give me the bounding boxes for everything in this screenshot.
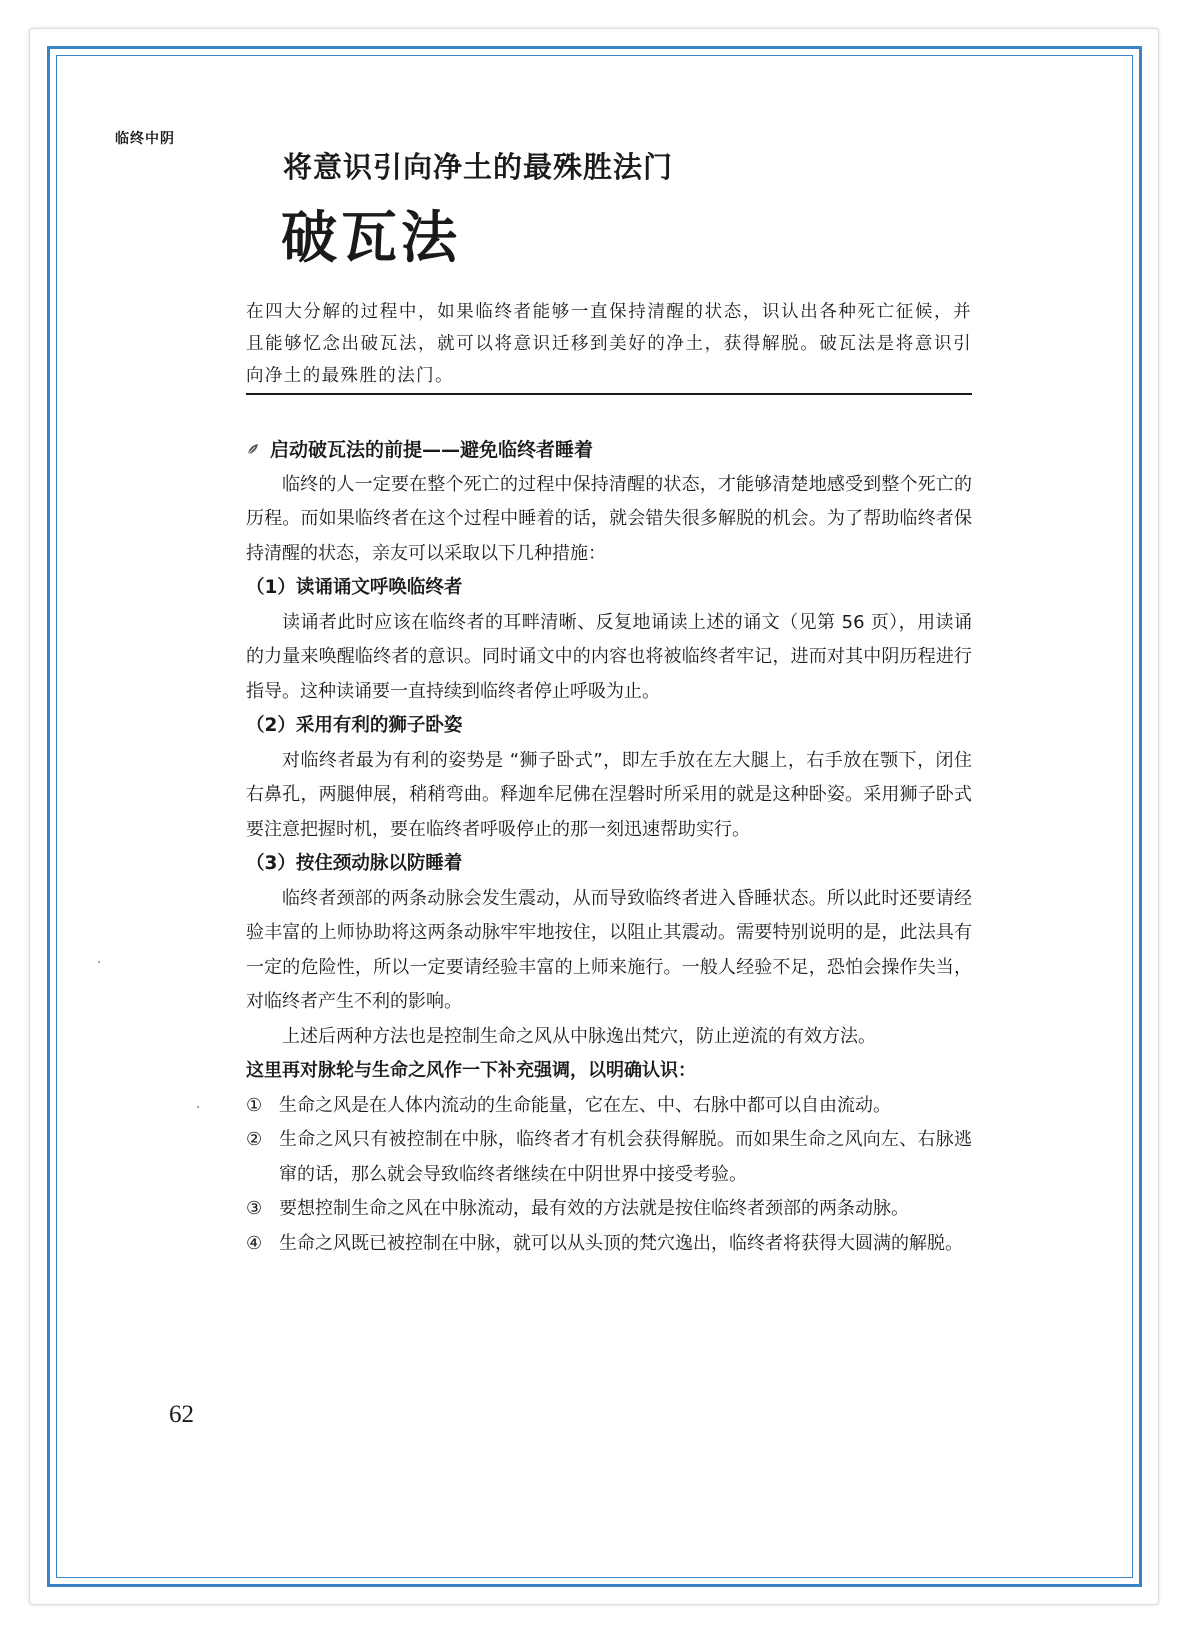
point-marker: ③ xyxy=(246,1198,263,1219)
point-text: 要想控制生命之风在中脉流动，最有效的方法就是按住临终者颈部的两条动脉。 xyxy=(279,1198,909,1219)
measure-1-text: 读诵者此时应该在临终者的耳畔清晰、反复地诵读上述的诵文（见第 56 页），用读诵的力量来唤醒临终者的意识。同时诵文中的内容也将被临终者牢记，进而对其中阴历程进行指导。这种读诵要一直持续到临终者停止呼吸为止。 xyxy=(246,611,972,702)
measure-2-text: 对临终者最为有利的姿势是 “狮子卧式”，即左手放在左大腿上，右手放在颚下，闭住右鼻孔，两腿伸展，稍稍弯曲。释迦牟尼佛在涅磐时所采用的就是这种卧姿。采用狮子卧式要注意把握时机，要在临终者呼吸停止的那一刻迅速帮助实行。 xyxy=(246,749,972,840)
intro-divider xyxy=(246,393,972,395)
measure-1-heading: （1）读诵诵文呼唤临终者 xyxy=(246,577,463,598)
body-text xyxy=(246,433,972,1261)
chapter-subtitle: 将意识引向净土的最殊胜法门 xyxy=(283,150,674,184)
point-marker: ② xyxy=(246,1129,263,1150)
point-text: 生命之风只有被控制在中脉，临终者才有机会获得解脱。而如果生命之风向左、右脉逃窜的话，那么就会导致临终者继续在中阴世界中接受考验。 xyxy=(279,1129,972,1185)
scan-speck xyxy=(98,961,100,963)
point-marker: ④ xyxy=(246,1232,263,1254)
chapter-title: 破瓦法 xyxy=(281,205,461,271)
closing-paragraph: 上述后两种方法也是控制生命之风从中脉逸出梵穴，防止逆流的有效方法。 xyxy=(282,1025,876,1047)
section-heading-text: 启动破瓦法的前提——避免临终者睡着 xyxy=(270,439,594,461)
measure-3-heading: （3）按住颈动脉以防睡着 xyxy=(246,853,463,874)
point-text: 生命之风是在人体内流动的生命能量，它在左、中、右脉中都可以自由流动。 xyxy=(279,1094,891,1116)
section-heading xyxy=(246,433,972,468)
measure-3-text: 临终者颈部的两条动脉会发生震动，从而导致临终者进入昏睡状态。所以此时还要请经验丰富的上师协助将这两条动脉牢牢地按住，以阻止其震动。需要特别说明的是，此法具有一定的危险性，所以一定要请经验丰富的上师来施行。一般人经验不足，恐怕会操作失当，对临终者产生不利的影响。 xyxy=(246,887,972,1012)
numbered-point xyxy=(246,1227,972,1262)
running-header: 临终中阴 xyxy=(115,131,175,147)
book-page xyxy=(57,56,1132,1577)
point-marker: ① xyxy=(246,1094,263,1116)
measure-2-heading: （2）采用有利的狮子卧姿 xyxy=(246,715,463,736)
numbered-point xyxy=(246,1192,972,1227)
page-number: 62 xyxy=(169,1401,194,1428)
scan-speck xyxy=(197,1106,199,1108)
emphasis-line: 这里再对脉轮与生命之风作一下补充强调，以明确认识： xyxy=(246,1060,696,1081)
section-paragraph: 临终的人一定要在整个死亡的过程中保持清醒的状态，才能够清楚地感受到整个死亡的历程。而如果临终者在这个过程中睡着的话，就会错失很多解脱的机会。为了帮助临终者保持清醒的状态，亲友可以采取以下几种措施： xyxy=(246,473,972,564)
point-text: 生命之风既已被控制在中脉，就可以从头顶的梵穴逸出，临终者将获得大圆满的解脱。 xyxy=(279,1232,963,1254)
numbered-point xyxy=(246,1123,972,1192)
numbered-point xyxy=(246,1089,972,1124)
leaf-bullet-icon xyxy=(246,442,260,456)
intro-paragraph: 在四大分解的过程中，如果临终者能够一直保持清醒的状态，识认出各种死亡征候，并且能够忆念出破瓦法，就可以将意识迁移到美好的净土，获得解脱。破瓦法是将意识引向净土的最殊胜的法门。 xyxy=(246,302,972,386)
